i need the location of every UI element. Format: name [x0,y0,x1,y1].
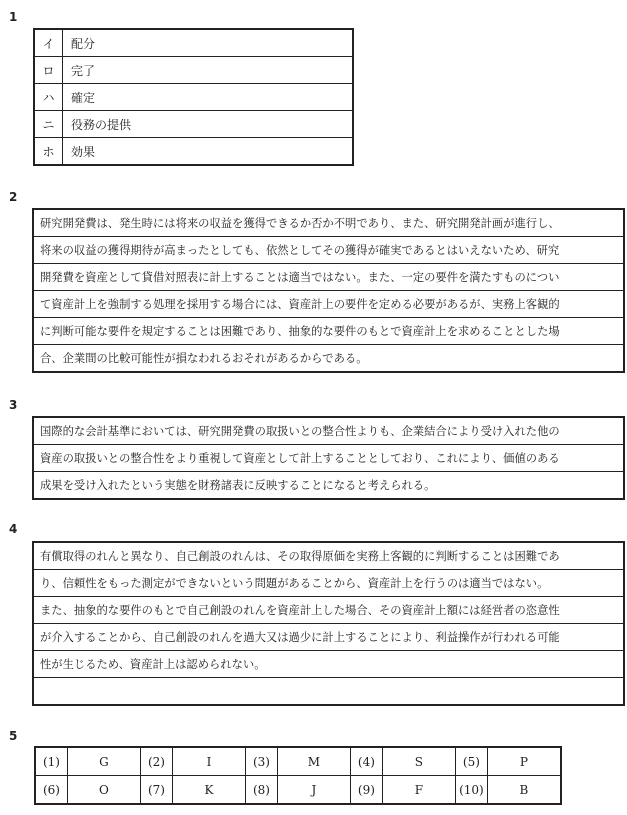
answer-line-text: 開発費を資産として貸借対照表に計上することは適当ではない。また、一定の要件を満たすものについ [33,264,624,291]
answer-line-text: 研究開発費は、発生時には将来の収益を獲得できるか否か不明であり、また、研究開発計画が進行し、 [33,209,624,237]
item-answer: M [277,747,350,776]
q4-answer-box [32,541,625,706]
row-value: 完了 [63,57,354,84]
answer-line [33,417,624,445]
answer-line [33,678,624,706]
item-answer: P [487,747,561,776]
answer-line [33,597,624,624]
row-value: 効果 [63,138,354,166]
answer-line-text: 将来の収益の獲得期待が高まったとしても、依然としてその獲得が確実であるとはいえないため、研究 [33,237,624,264]
table-row [35,776,561,805]
answer-line-text [33,678,624,706]
answer-line-text: 資産の取扱いとの整合性をより重視して資産として計上することとしており、これにより、価値のある [33,445,624,472]
item-answer: O [67,776,140,805]
answer-line-text: 性が生じるため、資産計上は認められない。 [33,651,624,678]
item-number: (8) [245,776,277,805]
answer-line-text: て資産計上を強制する処理を採用する場合には、資産計上の要件を定める必要があるが、実務上客観的 [33,291,624,318]
answer-line-text: また、抽象的な要件のもとで自己創設のれんを資産計上した場合、その資産計上額には経営者の恣意性 [33,597,624,624]
q1-answer-table [33,28,354,166]
answer-line [33,318,624,345]
item-number: (7) [141,776,173,805]
item-answer: K [172,776,245,805]
question-number-2: 2 [9,190,18,204]
question-number-1: 1 [9,10,18,24]
row-key: ホ [34,138,63,166]
item-number: (1) [35,747,67,776]
answer-line [33,291,624,318]
answer-line-text: り、信頼性をもった測定ができないという問題があることから、資産計上を行うのは適当ではない。 [33,570,624,597]
item-number: (2) [141,747,173,776]
item-answer: S [382,747,455,776]
item-number: (6) [35,776,67,805]
item-answer: G [67,747,140,776]
answer-line [33,624,624,651]
row-value: 配分 [63,29,354,57]
item-number: (9) [350,776,382,805]
item-answer: I [172,747,245,776]
question-number-3: 3 [9,398,18,412]
answer-line [33,345,624,373]
question-number-5: 5 [9,729,18,743]
answer-line-text: 有償取得のれんと異なり、自己創設のれんは、その取得原価を実務上客観的に判断することは困難であ [33,542,624,570]
answer-line [33,445,624,472]
table-row [34,84,353,111]
answer-line [33,570,624,597]
item-answer: F [382,776,455,805]
table-row [35,747,561,776]
q2-answer-box [32,208,625,373]
answer-line [33,237,624,264]
item-number: (3) [245,747,277,776]
item-number: (10) [455,776,487,805]
q5-answer-grid [34,746,562,805]
row-key: ロ [34,57,63,84]
row-value: 役務の提供 [63,111,354,138]
item-number: (4) [350,747,382,776]
question-number-4: 4 [9,522,18,536]
table-row [34,138,353,166]
item-answer: B [487,776,561,805]
answer-line-text: 合、企業間の比較可能性が損なわれるおそれがあるからである。 [33,345,624,373]
answer-line [33,542,624,570]
q3-answer-box [32,416,625,500]
item-number: (5) [455,747,487,776]
answer-line-text: 成果を受け入れたという実態を財務諸表に反映することになると考えられる。 [33,472,624,500]
item-answer: J [277,776,350,805]
answer-line-text: 国際的な会計基準においては、研究開発費の取扱いとの整合性よりも、企業結合により受け入れた他の [33,417,624,445]
row-key: ハ [34,84,63,111]
answer-line [33,209,624,237]
answer-line-text: に判断可能な要件を規定することは困難であり、抽象的な要件のもとで資産計上を求めることとした場 [33,318,624,345]
row-key: イ [34,29,63,57]
answer-line [33,264,624,291]
answer-line [33,472,624,500]
answer-line [33,651,624,678]
table-row [34,57,353,84]
answer-line-text: が介入することから、自己創設のれんを過大又は過少に計上することにより、利益操作が行われる可能 [33,624,624,651]
row-key: ニ [34,111,63,138]
table-row [34,111,353,138]
row-value: 確定 [63,84,354,111]
table-row [34,29,353,57]
